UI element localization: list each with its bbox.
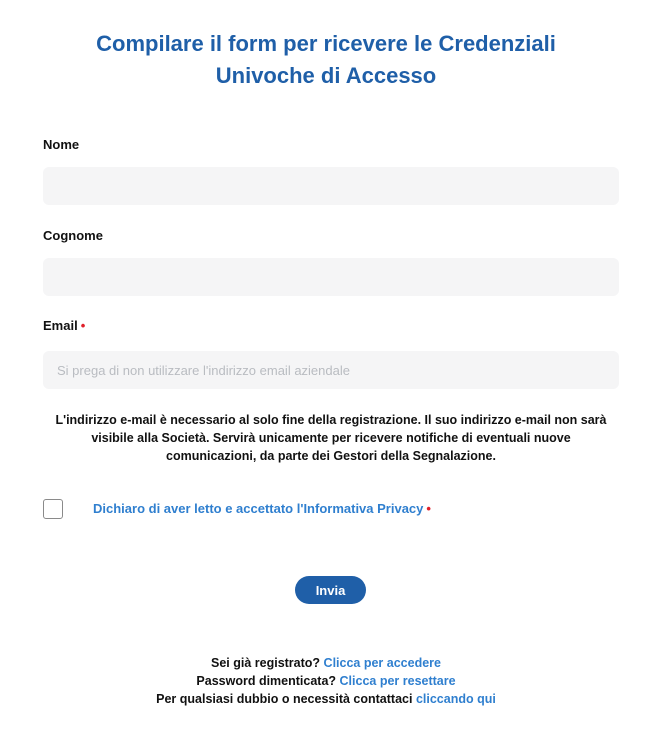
nome-input[interactable]: [43, 167, 619, 205]
footer-contact-text: Per qualsiasi dubbio o necessità contattaci: [156, 692, 413, 706]
cognome-label-text: Cognome: [43, 228, 103, 243]
privacy-consent: [93, 501, 431, 517]
email-label-text: Email: [43, 318, 78, 333]
nome-label-text: Nome: [43, 137, 80, 152]
email-input[interactable]: [43, 351, 619, 389]
privacy-required-mark: •: [426, 501, 431, 516]
footer-password-text: Password dimenticata?: [196, 674, 337, 688]
footer-links: [0, 654, 652, 708]
email-notice: L'indirizzo e-mail è necessario al solo fine della registrazione. Il suo indirizzo e-mail non sarà visibile alla Società. Servirà unicamente per ricevere notifiche di eventuali nuove comunicazioni, da parte dei Gestori della Segnalazione.: [55, 413, 607, 463]
submit-button[interactable]: Invia: [295, 576, 366, 604]
privacy-checkbox[interactable]: [43, 499, 63, 519]
reset-password-link[interactable]: Clicca per resettare: [339, 674, 456, 688]
footer-password-line: [0, 672, 652, 690]
cognome-label: [43, 228, 103, 244]
email-label: [43, 318, 85, 334]
login-link[interactable]: Clicca per accedere: [323, 656, 441, 670]
form-title: [0, 28, 652, 92]
cognome-input[interactable]: [43, 258, 619, 296]
footer-contact-line: [0, 690, 652, 708]
form-title-line-1: Compilare il form per ricevere le Credenziali: [96, 31, 556, 56]
email-required-mark: •: [80, 318, 86, 333]
footer-login-line: [0, 654, 652, 672]
privacy-policy-link[interactable]: Dichiaro di aver letto e accettato l'Informativa Privacy: [93, 501, 424, 516]
footer-login-text: Sei già registrato?: [211, 656, 321, 670]
form-title-line-2: Univoche di Accesso: [215, 63, 437, 88]
nome-label: [43, 137, 79, 153]
contact-link[interactable]: cliccando qui: [415, 692, 496, 706]
